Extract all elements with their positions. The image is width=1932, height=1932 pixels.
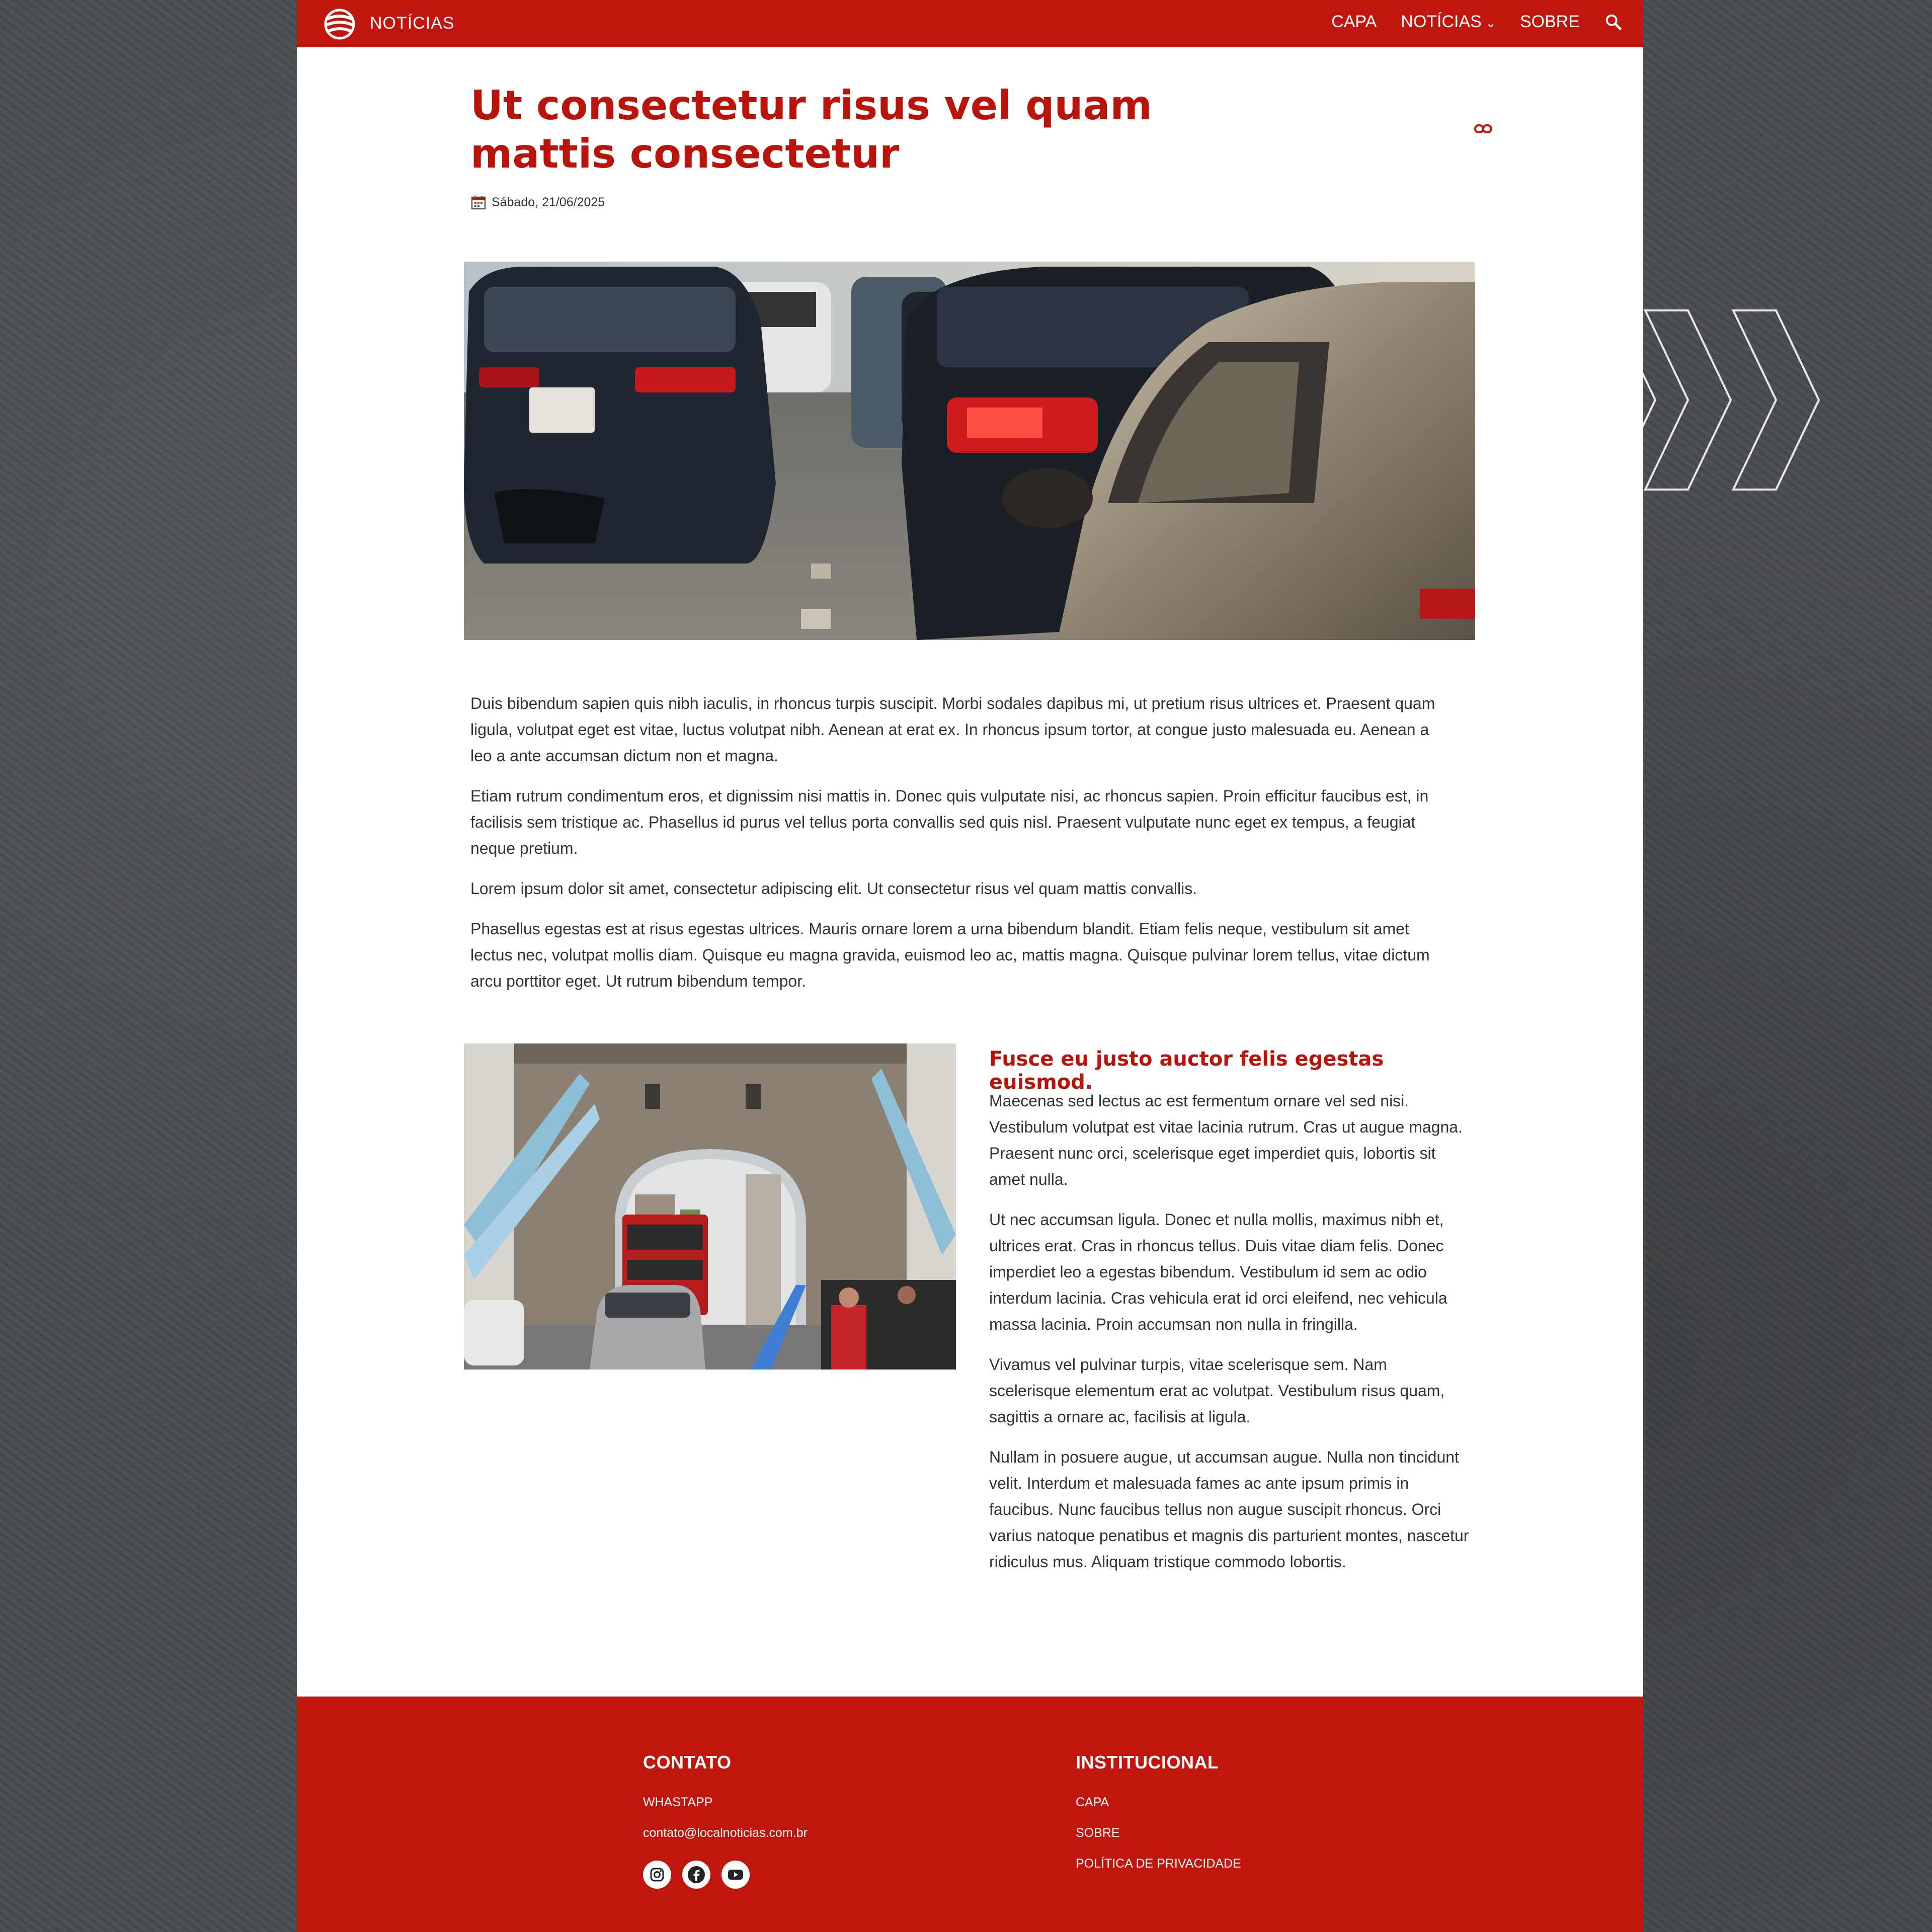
paragraph: Vivamus vel pulvinar turpis, vitae scelerisque sem. Nam scelerisque elementum erat ac volutpat. Vestibulum risus quam, sagittis a ornare ac, facilisis at ligula. [989,1355,1445,1426]
top-navbar [297,0,1643,47]
nav-noticias-label: NOTÍCIAS [1401,12,1482,31]
youtube-icon[interactable] [721,1861,750,1889]
footer-heading-contato: CONTATO [643,1752,732,1773]
section-subtitle: Fusce eu justo auctor felis egestas euismod. [989,1048,1384,1094]
paragraph: Duis bibendum sapien quis nibh iaculis, in rhoncus turpis suscipit. Morbi sodales dapibus mi, ut pretium risus ultrices et. Praesent quam ligula, volutpat eget est vitae, luctus volutpat nibh. Aenean at erat ex. In rhoncus ipsum tortor, at congue justo malesuada eu. Aenean a leo a ante accumsan dictum non et magna. [470,694,1435,765]
paragraph: Nullam in posuere augue, ut accumsan augue. Nulla non tincidunt velit. Interdum et malesuada fames ac ante ipsum primis in faucibus. Nunc faucibus tellus non augue suscipit rhoncus. Orci varius natoque penatibus et magnis dis parturient montes, nascetur ridiculus mus. Aliquam tristique commodo lobortis. [989,1448,1469,1571]
whatsapp-link[interactable]: WHASTAPP [643,1795,713,1809]
footer-link-capa[interactable]: CAPA [1076,1795,1109,1809]
paragraph: Ut nec accumsan ligula. Donec et nulla mollis, maximus nibh et, ultrices erat. Cras in rhoncus tellus. Duis vitae diam felis. Donec imperdiet leo a egestas bibendum. Vestibulum id sem ac odio interdum lacinia. Cras vehicula erat id orci eleifend, nec vehicula massa lacinia. Proin accumsan non nulla in fringilla. [989,1211,1447,1333]
footer-contato [643,1752,808,1889]
calendar-icon [470,194,487,210]
link-share-icon[interactable] [1474,123,1492,135]
footer-link-sobre[interactable]: SOBRE [1076,1826,1120,1840]
facebook-icon[interactable] [682,1861,710,1889]
social-links [643,1861,808,1889]
article-date [470,194,605,210]
article-body [470,690,1454,1008]
nav-noticias[interactable] [1401,12,1496,32]
footer-institucional [1076,1752,1241,1887]
nav-capa[interactable]: CAPA [1331,12,1377,31]
paragraph: Etiam rutrum condimentum eros, et dignissim nisi mattis in. Donec quis vulputate nisi, ac rhoncus sapien. Proin efficitur faucibus est, in facilisis sem tristique ac. Phasellus id purus vel tellus porta convallis sed quis nisl. Praesent vulputate nunc eget ex tempus, a feugiat neque pretium. [470,787,1429,857]
paragraph: Phasellus egestas est at risus egestas ultrices. Mauris ornare lorem a urna bibendum blandit. Etiam felis neque, vestibulum sit amet lectus nec, volutpat mollis diam. Quisque eu magna gravida, euismod leo ac, mattis magna. Quisque pulvinar lorem tellus, vitae dictum arcu porttitor eget. Ut rutrum bibendum tempor. [470,920,1430,990]
article-title: Ut consectetur risus vel quam mattis consectetur [470,82,1152,177]
side-body [989,1088,1472,1589]
hero-image-traffic [464,262,1475,640]
paragraph: Maecenas sed lectus ac est fermentum ornare vel sed nisi. Vestibulum volutpat est vitae lacinia rutrum. Cras ut augue magna. Praesent nunc orci, scelerisque eget imperdiet quis, lobortis sit amet nulla. [989,1092,1463,1188]
instagram-icon[interactable] [643,1861,671,1889]
paragraph: Lorem ipsum dolor sit amet, consectetur adipiscing elit. Ut consectetur risus vel quam mattis convallis. [470,879,1197,898]
footer [297,1697,1643,1932]
footer-link-privacidade[interactable]: POLÍTICA DE PRIVACIDADE [1076,1857,1241,1871]
main-nav [1331,12,1623,32]
date-text: Sábado, 21/06/2025 [492,195,605,209]
nav-sobre[interactable]: SOBRE [1519,12,1580,31]
chevron-down-icon: ⌄ [1485,17,1496,30]
page [297,0,1643,1932]
bridge-image [464,1043,956,1370]
email-link[interactable]: contato@localnoticias.com.br [643,1826,808,1840]
search-icon[interactable] [1604,13,1623,32]
globe-logo-icon[interactable] [322,6,357,41]
footer-heading-institucional: INSTITUCIONAL [1076,1752,1219,1773]
brand-name[interactable]: NOTÍCIAS [370,14,455,33]
